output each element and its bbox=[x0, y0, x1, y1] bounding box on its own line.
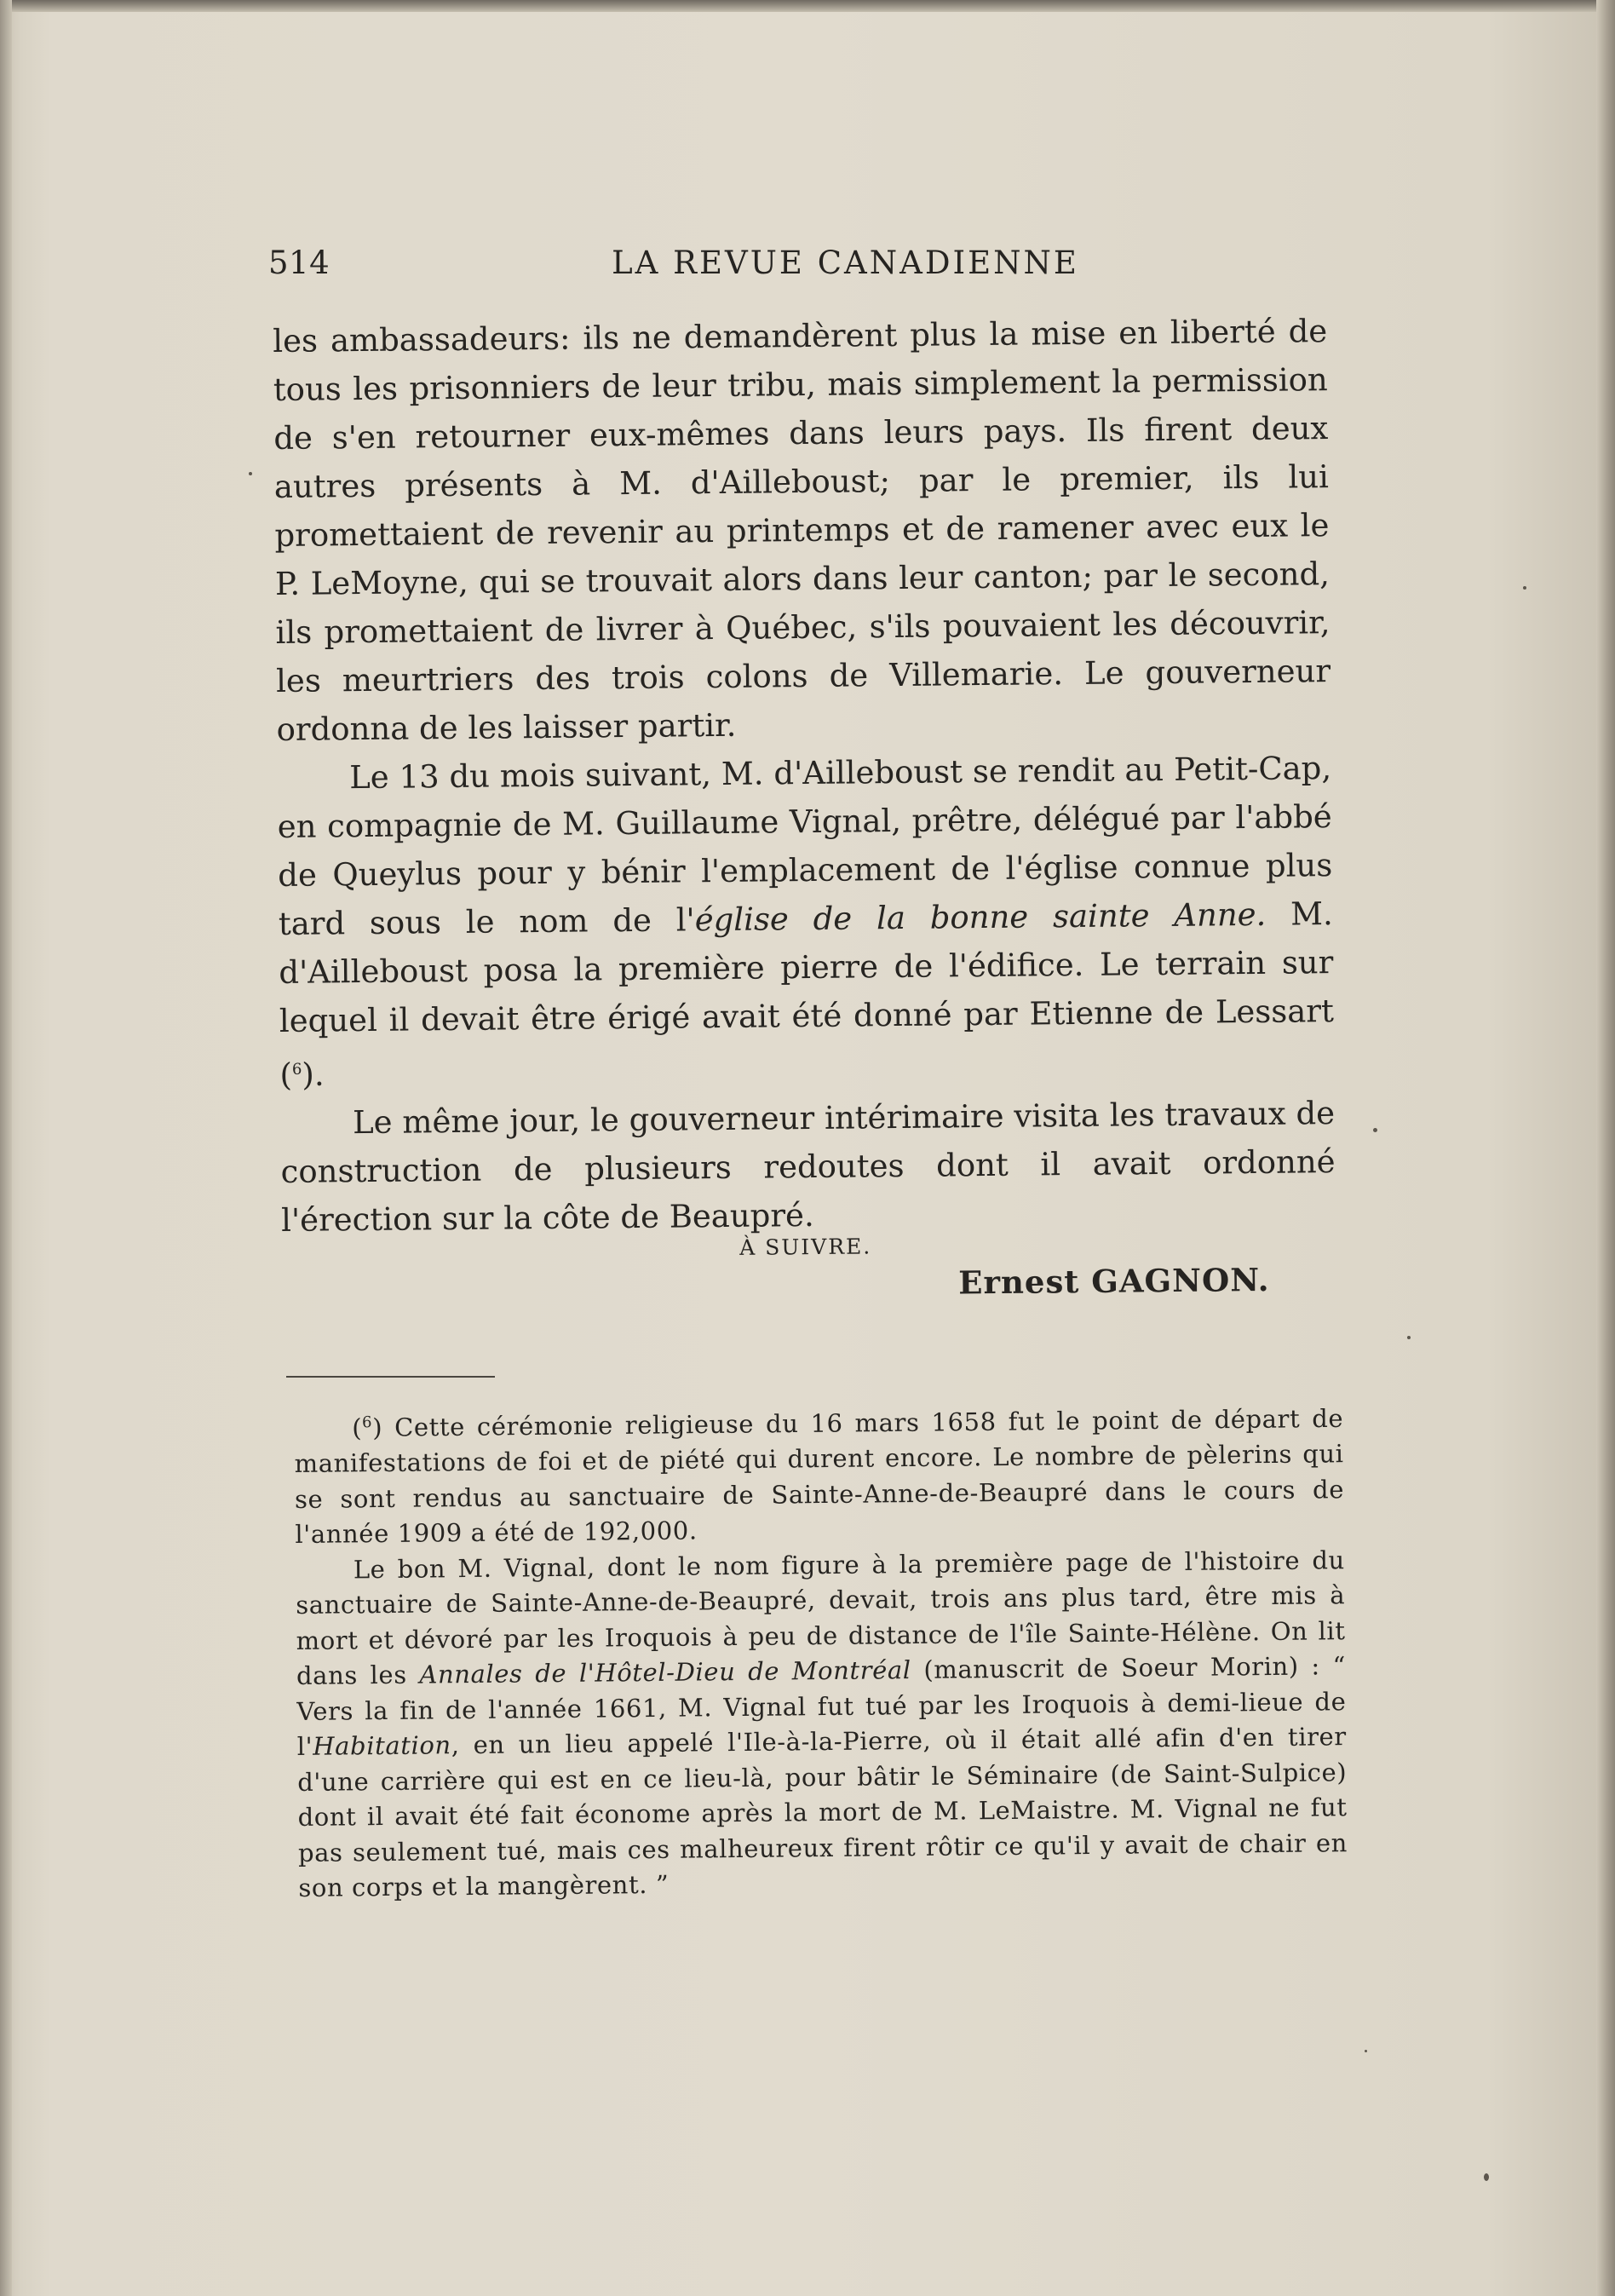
paragraph-2-text-b: M. d'Ailleboust posa la première pierre de l'édifice. Le terrain sur lequel il devait être érigé avait été donné par Etienne de Lessart ( bbox=[279, 895, 1335, 1094]
footnote-1-continued bbox=[296, 1543, 1348, 1907]
paper-speck bbox=[1373, 1128, 1377, 1132]
paper-speck bbox=[1407, 1336, 1411, 1339]
footnotes-block bbox=[294, 1395, 1348, 1906]
page-right-edge-shadow bbox=[1596, 0, 1615, 2296]
paper-speck bbox=[1523, 586, 1526, 590]
footnote-2-italic-annales: Annales de l'Hôtel-Dieu de Montréal bbox=[419, 1655, 911, 1689]
paragraph-2-italic-church-name: église de la bonne sainte Anne. bbox=[694, 895, 1267, 939]
paragraph-1: les ambassadeurs: ils ne demandèrent plus la mise en liberté de tous les prisonniers de leur tribu, mais simplement la permission de s'en retourner eux-mêmes dans leurs pays. Ils firent deux autres présents à M. d'Ailleboust; par le premier, ils lui promettaient de revenir au printemps et de ramener avec eux le P. LeMoyne, qui se trouvait alors dans leur canton; par le second, ils promettaient de livrer à Québec, s'ils pouvaient les découvrir, les meurtriers des trois colons de Villemarie. Le gouverneur ordonna de les laisser partir. bbox=[273, 313, 1331, 748]
author-signature: Ernest GAGNON. bbox=[958, 1260, 1270, 1302]
paper-speck bbox=[1484, 2173, 1489, 2181]
footnote-1-text: ) Cette cérémonie religieuse du 16 mars 1658 fut le point de départ de manifestations de foi et de piété qui durent encore. Le nombre de pèlerins qui se sont rendus au sanctuaire de Sainte-Anne-de-Beaupré dans le cours de l'année 1909 a été de 192,000. bbox=[294, 1403, 1345, 1550]
page-left-edge-shadow bbox=[0, 0, 12, 2296]
to-be-continued-label: À SUIVRE. bbox=[739, 1234, 872, 1260]
paragraph-2-text-c: ). bbox=[302, 1056, 325, 1094]
footnote-2-text-a: Le bon M. Vignal, dont le nom figure à la première page de l'histoire du sanctuaire de Sainte-Anne-de-Beaupré, devait, trois ans plus tard, être mis à mort et dévoré par les Iroquois à peu de distance de l'île Sainte-Hélène. On lit dans les bbox=[296, 1545, 1346, 1691]
article-body bbox=[273, 307, 1336, 1245]
paragraph-2-text-a: Le 13 du mois suivant, M. d'Ailleboust se rendit au Petit-Cap, en compagnie de M. Guillaume Vignal, prêtre, délégué par l'abbé de Queylus pour y bénir l'emplacement de l'église connue plus tard sous le nom de l' bbox=[277, 750, 1333, 942]
running-header bbox=[268, 240, 1329, 291]
journal-title: LA REVUE CANADIENNE bbox=[612, 245, 1079, 281]
footnote-reference: 6 bbox=[291, 1060, 302, 1079]
footnote-2-italic-habitation: Habitation bbox=[313, 1730, 451, 1761]
paper-speck bbox=[249, 472, 252, 475]
paragraph-3: Le même jour, le gouverneur intérimaire visita les travaux de construction de plusieurs redoutes dont il avait ordonné l'érection sur la côte de Beaupré. bbox=[280, 1095, 1336, 1240]
footnote-1 bbox=[294, 1395, 1345, 1552]
footnote-2-text-b: (manuscrit de Soeur Morin) : “ Vers la fin de l'année 1661, M. Vignal fut tué par les Iroquois à demi-lieue de l' bbox=[296, 1651, 1347, 1762]
footnote-divider bbox=[286, 1376, 495, 1378]
paper-speck bbox=[1365, 2050, 1367, 2052]
footnote-1-mark: 6 bbox=[362, 1413, 373, 1432]
footnote-1-open: ( bbox=[352, 1413, 363, 1443]
page-top-edge-shadow bbox=[0, 0, 1615, 12]
paragraph-2 bbox=[277, 744, 1335, 1099]
page-number: 514 bbox=[268, 245, 330, 281]
footnote-2-text-c: , en un lieu appelé l'Ile-à-la-Pierre, où il était allé afin d'en tirer d'une carrière qui est en ce lieu-là, pour bâtir le Séminaire (de Saint-Sulpice) dont il avait été fait économe après la mort de M. LeMaistre. M. Vignal ne fut pas seulement tué, mais ces malheureux firent rôtir ce qu'il y avait de chair en son corps et la mangèrent. ” bbox=[297, 1722, 1348, 1903]
article-signoff bbox=[733, 1229, 1330, 1312]
